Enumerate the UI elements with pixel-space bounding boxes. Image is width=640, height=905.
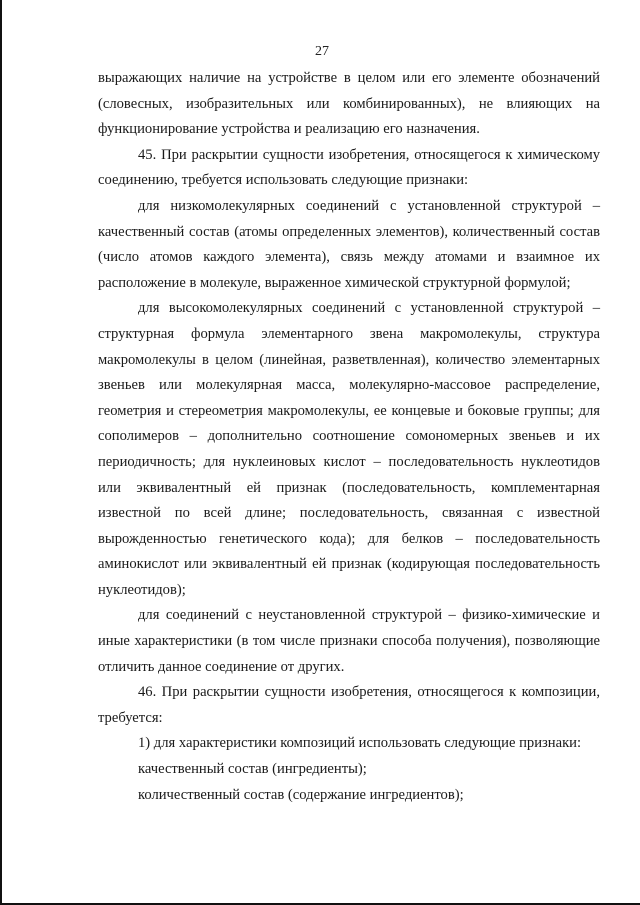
list-item-qualitative-composition: качественный состав (ингредиенты); [138,761,367,778]
paragraph-item-45: 45. При раскрытии сущности изобретения, относящегося к химическому соединению, требуется использовать следующие признаки: [98,146,600,189]
document-body [98,66,600,808]
paragraph-item-46: 46. При раскрытии сущности изобретения, относящегося к композиции, требуется: [98,684,600,726]
paragraph-low-molecular: для низкомолекулярных соединений с установленной структурой – качественный состав (атомы определенных элементов), количественный состав (число атомов каждого элемента), связь между атомами и взаимное их расположение в молекуле, выраженное химической структурной формулой; [98,197,600,291]
paragraph-unestablished-structure: для соединений с неустановленной структурой – физико-химические и иные характеристики (в том числе признаки способа получения), позволяющие отличить данное соединение от других. [98,607,600,675]
page-number: 27 [315,44,329,59]
list-item-composition-features: 1) для характеристики композиций использовать следующие признаки: [138,735,582,752]
paragraph-continuation: выражающих наличие на устройстве в целом или его элементе обозначений (словесных, изобразительных или комбинированных), не влияющих на функционирование устройства и реализацию его назначения. [98,70,600,138]
paragraph-high-molecular: для высокомолекулярных соединений с установленной структурой – структурная формула элементарного звена макромолекулы, структура макромолекулы в целом (линейная, разветвленная), количество элементарных звеньев или молекулярная масса, молекулярно-массовое распределение, геометрия и стереометрия макромолекулы, ее концевые и боковые группы; для сополимеров – дополнительно соотношение сомономерных звеньев и их периодичность; для нуклеиновых кислот – последовательность нуклеотидов или эквивалентный ей признак (последовательность, комплементарная известной по всей длине; последовательность, связанная с известной вырожденностью генетического кода); для белков – последовательность аминокислот или эквивалентный ей признак (кодирующая последовательность нуклеотидов); [98,300,600,598]
list-item-quantitative-composition: количественный состав (содержание ингредиентов); [138,786,464,803]
